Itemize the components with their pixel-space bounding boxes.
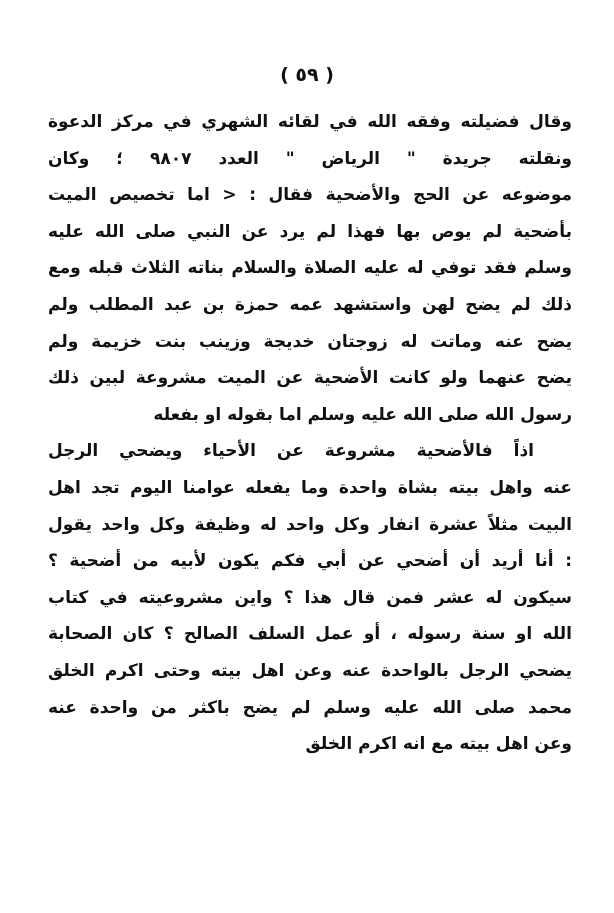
text-line: موضوعه عن الحج والأضحية فقال : < اما تخصيص الميت xyxy=(48,185,572,206)
text-line: وسلم فقد توفي له عليه الصلاة والسلام بناته الثلاث قبله ومع xyxy=(48,258,572,279)
text-line: : أنا أريد أن أضحي عن أبي فكم يكون لأبيه من أضحية ؟ xyxy=(48,551,572,572)
paragraph-start-line: اذاً فالأضحية مشروعة عن الأحياء ويضحي الرجل xyxy=(48,441,534,462)
body-text xyxy=(48,104,572,763)
text-line: ذلك لم يضح لهن واستشهد عمه حمزة بن عبد المطلب ولم xyxy=(48,294,572,315)
paragraph-end-line: رسول الله صلى الله عليه وسلم اما بقوله او بفعله xyxy=(153,404,572,425)
text-line: محمد صلى الله عليه وسلم لم يضح باكثر من واحدة عنه xyxy=(48,697,572,718)
paragraph-end-line: وعن اهل بيته مع انه اكرم الخلق xyxy=(305,734,572,755)
text-line: بأضحية لم يوص بها فهذا لم يرد عن النبي صلى الله عليه xyxy=(48,221,572,242)
text-line: يضح عنه وماتت له زوجتان خديجة وزينب بنت خزيمة ولم xyxy=(48,331,572,352)
text-line: يضحي الرجل بالواحدة عنه وعن اهل بيته وحتى اكرم الخلق xyxy=(48,660,572,681)
text-line: عنه واهل بيته بشاة واحدة وما يفعله عوامنا اليوم تجد اهل xyxy=(48,477,572,498)
page-number: ( ٥٩ ) xyxy=(280,64,334,86)
text-line: الله او سنة رسوله ، أو عمل السلف الصالح ؟ كان الصحابة xyxy=(48,624,572,645)
text-line: ونقلته جريدة " الرياض " العدد ٩٨٠٧ ؛ وكان xyxy=(48,148,572,169)
text-line: يضح عنهما ولو كانت الأضحية عن الميت مشروعة لبين ذلك xyxy=(48,368,572,389)
text-line: وقال فضيلته وفقه الله في لقائه الشهري في مركز الدعوة xyxy=(48,112,572,132)
text-line: البيت مثلاً عشرة انفار وكل واحد له وظيفة وكل واحد يقول xyxy=(48,514,572,535)
text-line: سيكون له عشر فمن قال هذا ؟ واين مشروعيته في كتاب xyxy=(48,587,572,608)
